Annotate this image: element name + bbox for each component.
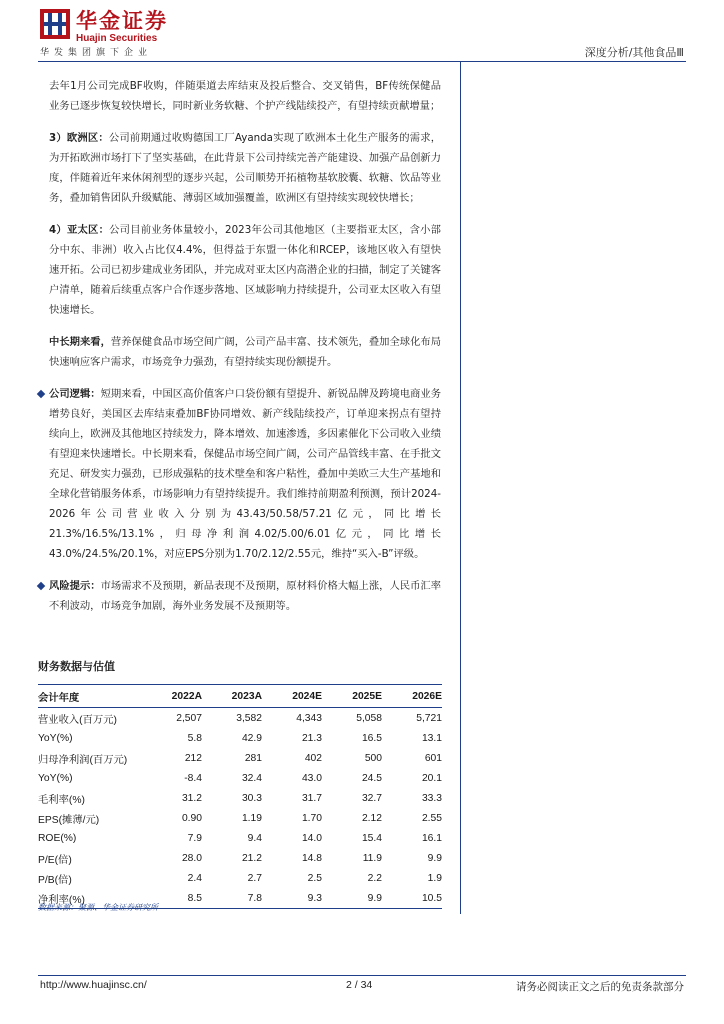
column-header: 2023A (202, 685, 262, 708)
table-cell: 2.55 (421, 812, 442, 824)
table-cell: 20.1 (421, 772, 442, 784)
column-header: 2022A (142, 685, 202, 708)
table-cell: 402 (304, 752, 322, 764)
paragraph-bf (49, 76, 441, 116)
logo-mark-icon (40, 9, 70, 39)
table-cell: 14.0 (301, 832, 322, 844)
paragraph-text: 市场需求不及预期，新品表现不及预期，原材料价格大幅上涨，人民币汇率不利波动，市场竞争加剧，海外业务发展不及预期等。 (49, 580, 442, 612)
table-cell: 16.1 (421, 832, 442, 844)
paragraph-text: 公司前期通过收购德国工厂Ayanda实现了欧洲本土化生产服务的需求，为开拓欧洲市场打下了坚实基础，在此背景下公司持续完善产能建设、加强产品创新力度，伴随着近年来休闲剂型的逐步兴起，公司顺势开拓植物基软胶囊、软糖、饮品等业务，叠加销售团队升级赋能、薄弱区域加强覆盖，欧洲区有望持续实现较快增长； (49, 132, 441, 204)
report-category: 深度分析/其他食品Ⅲ (584, 46, 684, 59)
row-label: EPS(摊薄/元) (38, 814, 100, 826)
paragraph-lead: 中长期来看， (49, 336, 111, 348)
diamond-bullet-icon (37, 390, 45, 398)
column-header: 2026E (382, 685, 442, 708)
row-label: ROE(%) (38, 832, 77, 844)
table-cell: 7.9 (187, 832, 202, 844)
paragraph-text: 去年1月公司完成BF收购，伴随渠道去库结束及投后整合、交叉销售，BF传统保健品业务已逐步恢复较快增长，同时新业务软糖、个护产线陆续投产，有望持续贡献增量； (49, 80, 441, 112)
table-cell: 4,343 (296, 712, 322, 724)
row-label: 营业收入(百万元) (38, 714, 117, 726)
table-cell: 5.8 (187, 732, 202, 744)
table-cell: 43.0 (301, 772, 322, 784)
data-source-note: 数据来源：聚源、华金证券研究所 (38, 903, 158, 912)
paragraph-text: 营养保健食品市场空间广阔，公司产品丰富、技术领先，叠加全球化布局快速响应客户需求，市场竞争力强劲，有望持续实现份额提升。 (49, 336, 442, 368)
table-row (38, 788, 442, 808)
table-cell: 2.12 (361, 812, 382, 824)
table-cell: 212 (184, 752, 202, 764)
website-link[interactable]: http://www.huajinsc.cn/ (40, 979, 147, 991)
table-row (38, 868, 442, 888)
table-cell: 3,582 (236, 712, 262, 724)
table-cell: 281 (244, 752, 262, 764)
table-cell: 21.3 (301, 732, 322, 744)
paragraph-lead: 4）亚太区： (49, 224, 110, 236)
table-row (38, 708, 442, 729)
row-label: 归母净利润(百万元) (38, 754, 128, 766)
paragraph-text: 公司目前业务体量较小，2023年公司其他地区（主要指亚太区，含小部分中东、非洲）收入占比仅4.4%，但得益于东盟一体化和RCEP，该地区收入有望快速开拓。公司已初步建成业务团队，并完成对亚太区内高潜企业的扫描，制定了关键客户清单，随着后续重点客户合作逐步落地、区域影响力持续提升，公司亚太区收入有望快速增长。 (49, 224, 441, 316)
table-body (38, 708, 442, 909)
table-cell: 13.1 (421, 732, 442, 744)
table-cell: 33.3 (421, 792, 442, 804)
table-cell: 8.5 (142, 888, 202, 909)
table-cell: 7.8 (202, 888, 262, 909)
table-cell: 9.9 (427, 852, 442, 864)
table-cell: 1.19 (241, 812, 262, 824)
company-logo (40, 9, 168, 43)
table-header-row (38, 685, 442, 708)
table-cell: 9.4 (247, 832, 262, 844)
row-label: YoY(%) (38, 732, 73, 744)
paragraph-lead: 公司逻辑： (49, 388, 101, 400)
table-cell: 30.3 (241, 792, 262, 804)
table-cell: 9.9 (322, 888, 382, 909)
header-divider (38, 61, 686, 62)
table-cell: 601 (424, 752, 442, 764)
logo-english: Huajin Securities (76, 33, 158, 44)
table-cell: 28.0 (181, 852, 202, 864)
row-label: 毛利率(%) (38, 794, 85, 806)
table-cell: 2.2 (367, 872, 382, 884)
table-cell: 42.9 (241, 732, 262, 744)
disclaimer-note: 请务必阅读正文之后的免责条款部分 (516, 981, 684, 993)
table-cell: 14.8 (301, 852, 322, 864)
sidebar-divider (460, 62, 461, 914)
paragraph-company-logic (49, 384, 441, 564)
table-cell: 5,058 (356, 712, 382, 724)
table-cell: 15.4 (361, 832, 382, 844)
table-cell: 2.4 (187, 872, 202, 884)
table-cell: -8.4 (184, 772, 202, 784)
column-header: 2025E (322, 685, 382, 708)
table-cell: 1.70 (301, 812, 322, 824)
table-cell: 32.4 (241, 772, 262, 784)
table-cell: 10.5 (382, 888, 442, 909)
row-label: YoY(%) (38, 772, 73, 784)
paragraph-text: 短期来看，中国区高价值客户口袋份额有望提升、新锐品牌及跨境电商业务增势良好，美国区去库结束叠加BF协同增效、新产线陆续投产，订单迎来拐点有望持续向上，欧洲及其他地区持续发力，降本增效、加速渗透，多因素催化下公司收入业绩有望迎来快速增长。中长期来看，保健品市场空间广阔，公司产品管线丰富、在手批文充足、研发实力强劲，已形成强粘的技术壁垒和客户粘性，叠加中美欧三大生产基地和全球化营销服务体系，市场影响力有望持续提升。我们维持前期盈利预测，预计2024-2026年公司营业收入分别为43.43/50.58/57.21亿元，同比增长21.3%/16.5%/13.1%，归母净利润4.02/5.00/6.01亿元，同比增长43.0%/24.5%/20.1%，对应EPS分别为1.70/2.12/2.55元，维持“买入-B”评级。 (49, 388, 442, 560)
column-header: 会计年度 (38, 685, 142, 708)
footer-divider (38, 975, 686, 976)
group-affiliation: 华发集团旗下企业 (40, 48, 153, 58)
paragraph-risk (49, 576, 441, 616)
table-row (38, 768, 442, 788)
table-cell: 500 (364, 752, 382, 764)
table-cell: 9.3 (262, 888, 322, 909)
table-cell: 16.5 (361, 732, 382, 744)
main-body (49, 76, 441, 628)
table-cell: 5,721 (416, 712, 442, 724)
table-row (38, 828, 442, 848)
table-title: 财务数据与估值 (38, 660, 115, 673)
table-cell: 21.2 (241, 852, 262, 864)
paragraph-lead: 风险提示： (49, 580, 101, 592)
table-cell: 31.2 (181, 792, 202, 804)
table-cell: 2,507 (176, 712, 202, 724)
row-label: P/E(倍) (38, 854, 72, 866)
table-row (38, 808, 442, 828)
table-cell: 2.5 (307, 872, 322, 884)
column-header: 2024E (262, 685, 322, 708)
diamond-bullet-icon (37, 582, 45, 590)
table-cell: 2.7 (247, 872, 262, 884)
financial-table (38, 684, 442, 909)
logo-chinese: 华金证券 (76, 9, 168, 33)
paragraph-apac (49, 220, 441, 320)
table-cell: 32.7 (361, 792, 382, 804)
table-cell: 1.9 (427, 872, 442, 884)
table-cell: 31.7 (301, 792, 322, 804)
table-row (38, 848, 442, 868)
row-label: 净利率(%) (38, 888, 142, 909)
table-cell: 11.9 (362, 852, 382, 864)
paragraph-europe (49, 128, 441, 208)
paragraph-lead: 3）欧洲区： (49, 132, 109, 144)
paragraph-long-term (49, 332, 441, 372)
table-cell: 24.5 (361, 772, 382, 784)
row-label: P/B(倍) (38, 874, 72, 886)
table-row (38, 728, 442, 748)
table-row (38, 748, 442, 768)
table-cell: 0.90 (181, 812, 202, 824)
page-number: 2 / 34 (346, 979, 373, 991)
